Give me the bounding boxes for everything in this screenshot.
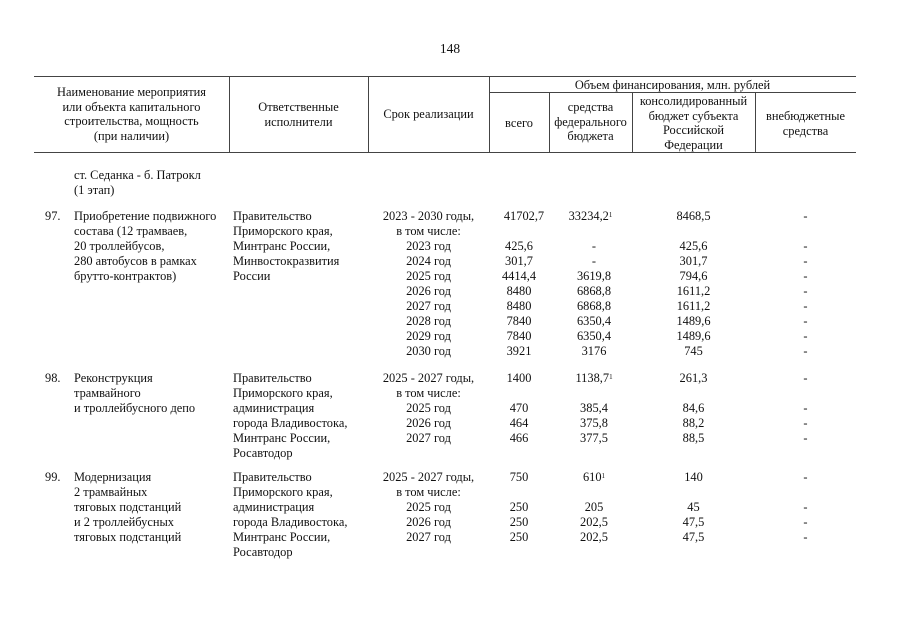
page-number: 148 xyxy=(439,41,461,56)
header-period: Срок реализации xyxy=(383,107,474,121)
year-col: 2025 год 2026 год 2027 год xyxy=(406,401,451,445)
header-regional: консолидированный бюджет субъекта Российской Федерации xyxy=(639,94,748,152)
continuation-line-1: ст. Седанка - б. Патрокл xyxy=(74,168,201,182)
row-executors: Правительство Приморского края, Минтранс России, Минвостокразвития России xyxy=(233,209,340,283)
row-period: 2025 - 2027 годы, в том числе: xyxy=(382,470,475,499)
continuation-line-2: (1 этап) xyxy=(74,183,115,197)
year-total-col: 470 464 466 xyxy=(509,401,529,445)
cell-total: 750 xyxy=(509,470,529,484)
cell-federal: $610^1$ xyxy=(582,470,606,484)
cell-regional: 140 xyxy=(684,470,703,484)
year-extra-col: - - - xyxy=(803,401,808,445)
row-number: 99. xyxy=(45,470,61,484)
table-top-rule xyxy=(34,76,856,77)
year-total-col: 425,6 301,7 4414,4 8480 8480 7840 7840 3921 xyxy=(501,239,537,358)
cell-extra: - xyxy=(803,371,808,385)
row-period: 2025 - 2027 годы, в том числе: xyxy=(382,371,475,400)
header-executors: Ответственные исполнители xyxy=(258,100,339,129)
header-federal: средства федерального бюджета xyxy=(554,100,627,143)
row-name: Модернизация 2 трамвайных тяговых подстанций и 2 троллейбусных тяговых подстанций xyxy=(74,470,182,544)
year-federal-col: 205 202,5 202,5 xyxy=(580,500,608,544)
year-federal-col: - - 3619,8 6868,8 6868,8 6350,4 6350,4 3176 xyxy=(576,239,612,358)
year-total-col: 250 250 250 xyxy=(509,500,529,544)
row-executors: Правительство Приморского края, администрация города Владивостока, Минтранс России, Росавтодор xyxy=(233,371,348,460)
cell-federal: 1138,7$^1$ xyxy=(575,371,613,385)
cell-federal: 33234,2$^1$ xyxy=(568,209,613,223)
row-executors: Правительство Приморского края, администрация города Владивостока, Минтранс России, Росавтодор xyxy=(233,470,348,559)
year-extra-col: - - - xyxy=(803,500,808,544)
year-regional-col: 84,6 88,2 88,5 xyxy=(682,401,705,445)
cell-total: 41702,7 xyxy=(503,209,545,223)
year-col: 2025 год 2026 год 2027 год xyxy=(406,500,451,544)
year-extra-col: - - - - - - - - xyxy=(803,239,808,358)
row-name: Приобретение подвижного состава (12 трамваев, 20 троллейбусов, 280 автобусов в рамках брутто-контрактов) xyxy=(74,209,217,283)
cell-regional: 261,3 xyxy=(679,371,708,385)
cell-extra: - xyxy=(803,470,808,484)
row-number: 98. xyxy=(45,371,61,385)
row-number: 97. xyxy=(45,209,61,223)
header-name: Наименование мероприятия или объекта капитального строительства, мощность (при наличии) xyxy=(57,85,206,143)
year-regional-col: 45 47,5 47,5 xyxy=(682,500,705,544)
row-name: Реконструкция трамвайного и троллейбусного депо xyxy=(74,371,196,415)
header-extra: внебюджетные средства xyxy=(766,109,845,138)
year-federal-col: 385,4 375,8 377,5 xyxy=(580,401,608,445)
header-total: всего xyxy=(505,116,533,130)
cell-total: 1400 xyxy=(506,371,532,385)
row-period: 2023 - 2030 годы, в том числе: xyxy=(382,209,475,238)
year-regional-col: 425,6 301,7 794,6 1611,2 1611,2 1489,6 1489,6 745 xyxy=(676,239,711,358)
header-bottom-rule xyxy=(34,152,856,153)
year-col: 2023 год 2024 год 2025 год 2026 год 2027 год 2028 год 2029 год 2030 год xyxy=(406,239,451,358)
cell-regional: 8468,5 xyxy=(676,209,711,223)
header-funding: Объем финансирования, млн. рублей xyxy=(574,78,771,92)
cell-extra: - xyxy=(803,209,808,223)
